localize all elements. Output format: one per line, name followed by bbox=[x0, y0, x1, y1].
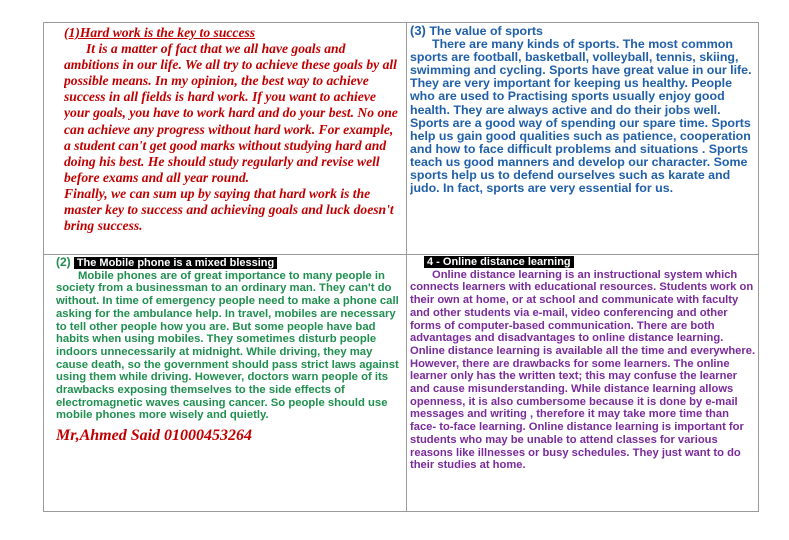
section-sports bbox=[410, 24, 758, 252]
section-online-learning bbox=[410, 256, 758, 511]
author-signature: Mr,Ahmed Said 01000453264 bbox=[56, 427, 253, 445]
hard-work-title: (1)Hard work is the key to success bbox=[64, 25, 256, 40]
hard-work-body: It is a matter of fact that we all have goals and ambitions in our life. We all try to achieve these goals by all possible means. In my opinion, the best way to achieve success in all fields is hard work. If you want to achieve your goals, you have to work hard and do your best. No one can achieve any progress without hard work. For example, a student can't get good marks without studying hard and doing his best. He should study regularly and revise well before exams and all year round. bbox=[64, 41, 398, 185]
online-title: 4 - Online distance learning bbox=[424, 256, 574, 268]
sports-heading bbox=[410, 24, 758, 38]
online-heading bbox=[410, 256, 758, 269]
paragraph-table bbox=[43, 22, 759, 512]
section-hard-work bbox=[64, 25, 402, 253]
sports-title: The value of sports bbox=[429, 24, 543, 38]
mobile-title: The Mobile phone is a mixed blessing bbox=[74, 257, 277, 269]
sports-number: (3) bbox=[410, 24, 426, 38]
section-mobile bbox=[56, 256, 401, 511]
table-divider-horizontal bbox=[44, 254, 758, 255]
hard-work-conclusion: Finally, we can sum up by saying that hard work is the master key to success and achieving goals and luck doesn't bring success. bbox=[64, 185, 394, 234]
mobile-heading bbox=[56, 256, 401, 270]
table-divider-vertical bbox=[406, 23, 407, 511]
online-body: Online distance learning is an instructional system which connects learners with educational resources. Students work on their own at home, or at school and communicate with faculty and other students via e-mail, video conferencing and other forms of computer-based communication. There are both advantages and disadvantages to online distance learning. Online distance learning is available all the time and everywhere. However, there are drawbacks for some learners. The online learner only has the written text; this may confuse the learner and cause misunderstanding. While distance learning allows openness, it is also cumbersome because it is done by e-mail messages and writing , therefore it may take more time than face- to-face learning. Online distance learning is important for students who may be unable to attend classes for various reasons like illnesses or busy schedules. They just want to do their studies at home. bbox=[410, 268, 756, 472]
sports-body-2: Sports are a good way of spending our spare time. Sports help us gain good qualities such as patience, cooperation and how to face difficult problems and situations . Sports teach us good manners and develop our character. Some sports help us to defend ourselves such as karate and judo. In fact, sports are very essential for us. bbox=[410, 115, 751, 196]
sports-body: There are many kinds of sports. The most common sports are football, basketball, volleyball, tennis, skiing, swimming and cycling. Sports have great value in our life. They are very important for keeping us healthy. People who are used to Practising sports usually enjoy good health. They are always active and do their jobs well. bbox=[410, 37, 752, 117]
mobile-body: Mobile phones are of great importance to many people in society from a businessman to an ordinary man. They can't do without. In time of emergency people need to make a phone call asking for the ambulance help. In travel, mobiles are necessary to tell other people how you are. But some people have bad habits when using mobiles. They sometimes disturb people indoors unnecessarily at midnight. While driving, they may cause death, so the government should pass strict laws against using them while driving. However, doctors warn people of its drawbacks exposing themselves to the side effects of electromagnetic waves causing cancer. So people should use mobile phones more wisely and quietly. bbox=[56, 269, 399, 422]
mobile-number: (2) bbox=[56, 256, 71, 269]
